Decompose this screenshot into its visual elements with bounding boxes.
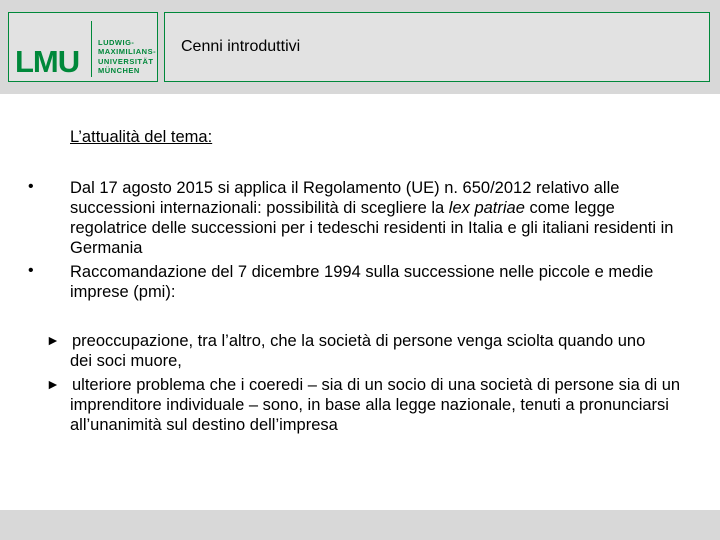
bullet-text-part: come legge regolatrice delle successioni per i tedeschi residenti in Italia e gli italiani residenti in Germania [70,199,674,257]
arrow-marker: ► [46,376,60,392]
section-subtitle: L’attualità del tema: [70,128,213,146]
arrow-text-problem: ulteriore problema che i coeredi – sia di un socio di una società di persone sia di un imprenditore individuale – sono, in base alla legge nazionale, tenuti a pronunciarsi all’unanimità sul destino dell’impresa [70,376,681,434]
arrow-marker: ► [46,332,60,348]
logo-university-name: LUDWIG- MAXIMILIANS- UNIVERSITÄT MÜNCHEN [98,38,157,75]
bullet-text-recommendation: Raccomandazione del 7 dicembre 1994 sulla successione nelle piccole e medie imprese (pmi): [70,263,654,301]
lmu-logo [8,12,158,82]
title-box [164,12,710,82]
bullet-text-regulation [70,178,680,258]
logo-divider [91,21,92,77]
header-bar [0,0,720,94]
bullet-text-part: Dal 17 agosto 2015 si applica il Regolamento (UE) n. 650/2012 relativo alle successioni internazionali: possibilità di scegliere la [70,179,620,217]
bullet-marker: • [28,262,34,279]
page-title: Cenni introduttivi [181,38,301,55]
footer-bar [0,510,720,540]
logo-wordmark: LMU [15,44,80,79]
lex-patriae-term: lex patriae [448,199,525,217]
bullet-marker: • [28,178,34,195]
arrow-text-concern: preoccupazione, tra l’altro, che la società di persone venga sciolta quando uno dei soci muore, [70,332,646,370]
